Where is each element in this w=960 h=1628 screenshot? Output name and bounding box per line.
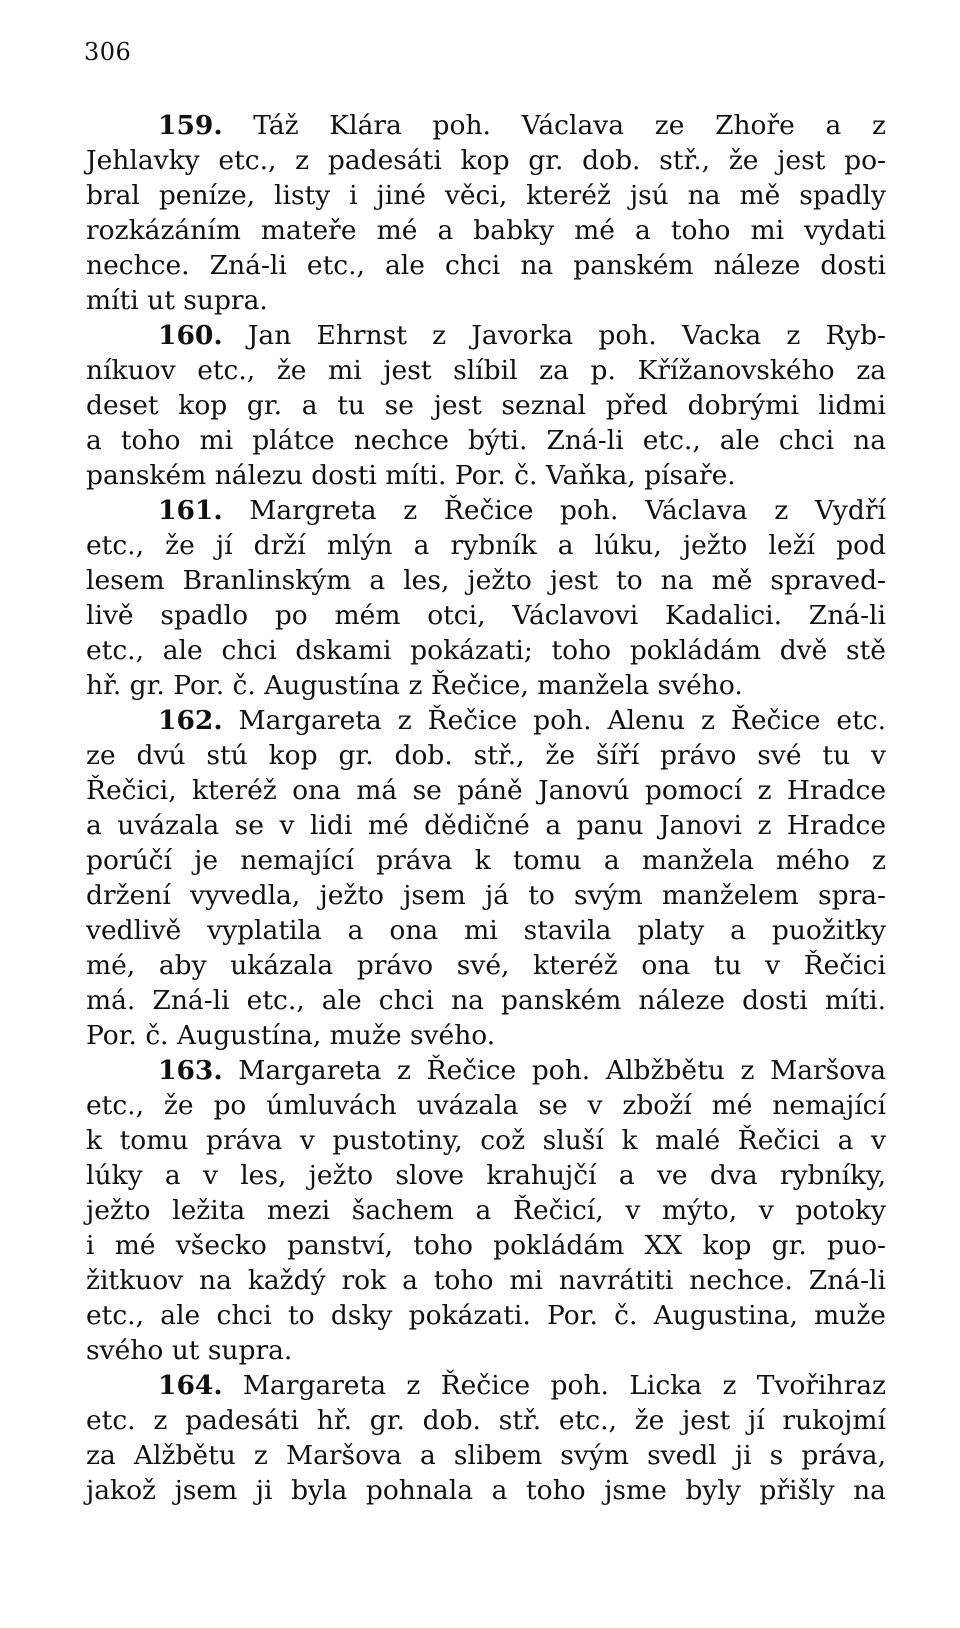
text-line bbox=[86, 178, 886, 213]
text-body bbox=[86, 108, 886, 1508]
text-line bbox=[86, 773, 886, 808]
text-line bbox=[86, 528, 886, 563]
text-line bbox=[86, 1053, 886, 1088]
line-text: níkuov etc., že mi jest slíbil za p. Křížanovského za bbox=[86, 355, 886, 386]
line-text: lúky a v les, ježto slove krahujčí a ve dva rybníky, bbox=[86, 1160, 886, 1191]
line-text: porúčí je nemající práva k tomu a manžela mého z bbox=[86, 845, 886, 876]
text-line bbox=[86, 353, 886, 388]
text-line bbox=[86, 143, 886, 178]
text-line bbox=[86, 843, 886, 878]
text-line bbox=[86, 1158, 886, 1193]
text-line bbox=[86, 563, 886, 598]
page-number: 306 bbox=[84, 38, 132, 66]
entry-number: 159. bbox=[158, 110, 223, 141]
entry-number: 162. bbox=[158, 705, 223, 736]
line-text: Margareta z Řečice poh. Albžbětu z Maršova bbox=[222, 1055, 886, 1086]
line-text: hř. gr. Por. č. Augustína z Řečice, manžela svého. bbox=[86, 670, 743, 701]
line-text: deset kop gr. a tu se jest seznal před dobrými lidmi bbox=[86, 390, 886, 421]
line-text: vedlivě vyplatila a ona mi stavila platy a puožitky bbox=[86, 915, 886, 946]
text-line bbox=[86, 808, 886, 843]
text-line bbox=[86, 388, 886, 423]
line-text: etc., že po úmluvách uvázala se v zboží mé nemající bbox=[86, 1090, 886, 1121]
text-line bbox=[86, 1473, 886, 1508]
line-text: Řečici, kteréž ona má se páně Janovú pomocí z Hradce bbox=[86, 775, 886, 806]
line-text: žitkuov na každý rok a toho mi navrátiti nechce. Zná-li bbox=[86, 1265, 886, 1296]
line-text: Margreta z Řečice poh. Václava z Vydří bbox=[222, 495, 886, 526]
line-text: k tomu práva v pustotiny, což sluší k malé Řečici a v bbox=[86, 1125, 886, 1156]
line-text: má. Zná-li etc., ale chci na panském náleze dosti míti. bbox=[86, 985, 886, 1016]
line-text: i mé všecko panství, toho pokládám XX kop gr. puo- bbox=[86, 1230, 886, 1261]
line-text: etc., ale chci to dsky pokázati. Por. č. Augustina, muže bbox=[86, 1300, 886, 1331]
line-text: a toho mi plátce nechce býti. Zná-li etc., ale chci na bbox=[86, 425, 886, 456]
entry-number: 164. bbox=[158, 1370, 223, 1401]
line-text: držení vyvedla, ježto jsem já to svým manželem spra- bbox=[86, 880, 886, 911]
text-line bbox=[86, 668, 886, 703]
line-text: etc., že jí drží mlýn a rybník a lúku, ježto leží pod bbox=[86, 530, 886, 561]
text-line bbox=[86, 983, 886, 1018]
text-line bbox=[86, 1438, 886, 1473]
text-line bbox=[86, 1018, 886, 1053]
text-line bbox=[86, 1333, 886, 1368]
line-text: etc., ale chci dskami pokázati; toho pokládám dvě stě bbox=[86, 635, 886, 666]
text-line bbox=[86, 493, 886, 528]
text-line bbox=[86, 878, 886, 913]
line-text: jakož jsem ji byla pohnala a toho jsme byly přišly na bbox=[86, 1475, 886, 1506]
text-line bbox=[86, 1263, 886, 1298]
line-text: lesem Branlinským a les, ježto jest to na mě spraved- bbox=[86, 565, 886, 596]
line-text: Margareta z Řečice poh. Alenu z Řečice etc. bbox=[222, 705, 886, 736]
text-line bbox=[86, 318, 886, 353]
text-line bbox=[86, 108, 886, 143]
text-line bbox=[86, 913, 886, 948]
line-text: etc. z padesáti hř. gr. dob. stř. etc., že jest jí rukojmí bbox=[86, 1405, 886, 1436]
line-text: za Alžbětu z Maršova a slibem svým svedl ji s práva, bbox=[86, 1440, 886, 1471]
text-line bbox=[86, 1368, 886, 1403]
text-line bbox=[86, 248, 886, 283]
text-line bbox=[86, 703, 886, 738]
text-line bbox=[86, 598, 886, 633]
line-text: mé, aby ukázala právo své, kteréž ona tu v Řečici bbox=[86, 950, 886, 981]
text-line bbox=[86, 213, 886, 248]
text-line bbox=[86, 1228, 886, 1263]
line-text: nechce. Zná-li etc., ale chci na panském náleze dosti bbox=[86, 250, 886, 281]
line-text: ze dvú stú kop gr. dob. stř., že šíří právo své tu v bbox=[86, 740, 886, 771]
line-text: ježto ležita mezi šachem a Řečicí, v mýto, v potoky bbox=[86, 1195, 886, 1226]
text-line bbox=[86, 423, 886, 458]
line-text: svého ut supra. bbox=[86, 1335, 293, 1366]
text-line bbox=[86, 633, 886, 668]
text-line bbox=[86, 458, 886, 493]
line-text: a uvázala se v lidi mé dědičné a panu Janovi z Hradce bbox=[86, 810, 886, 841]
text-line bbox=[86, 1193, 886, 1228]
text-line bbox=[86, 1123, 886, 1158]
text-line bbox=[86, 1403, 886, 1438]
line-text: livě spadlo po mém otci, Václavovi Kadalici. Zná-li bbox=[86, 600, 886, 631]
entry-number: 161. bbox=[158, 495, 223, 526]
line-text: Jehlavky etc., z padesáti kop gr. dob. stř., že jest po- bbox=[86, 145, 886, 176]
line-text: panském nálezu dosti míti. Por. č. Vaňka, písaře. bbox=[86, 460, 736, 491]
line-text: rozkázáním mateře mé a babky mé a toho mi vydati bbox=[86, 215, 886, 246]
line-text: Jan Ehrnst z Javorka poh. Vacka z Ryb- bbox=[222, 320, 886, 351]
text-line bbox=[86, 948, 886, 983]
line-text: Por. č. Augustína, muže svého. bbox=[86, 1020, 496, 1051]
line-text: Táž Klára poh. Václava ze Zhoře a z bbox=[222, 110, 886, 141]
line-text: bral peníze, listy i jiné věci, kteréž jsú na mě spadly bbox=[86, 180, 886, 211]
line-text: Margareta z Řečice poh. Licka z Tvořihraz bbox=[222, 1370, 886, 1401]
entry-number: 163. bbox=[158, 1055, 223, 1086]
text-line bbox=[86, 283, 886, 318]
text-line bbox=[86, 1298, 886, 1333]
text-line bbox=[86, 738, 886, 773]
entry-number: 160. bbox=[158, 320, 223, 351]
line-text: míti ut supra. bbox=[86, 285, 268, 316]
text-line bbox=[86, 1088, 886, 1123]
